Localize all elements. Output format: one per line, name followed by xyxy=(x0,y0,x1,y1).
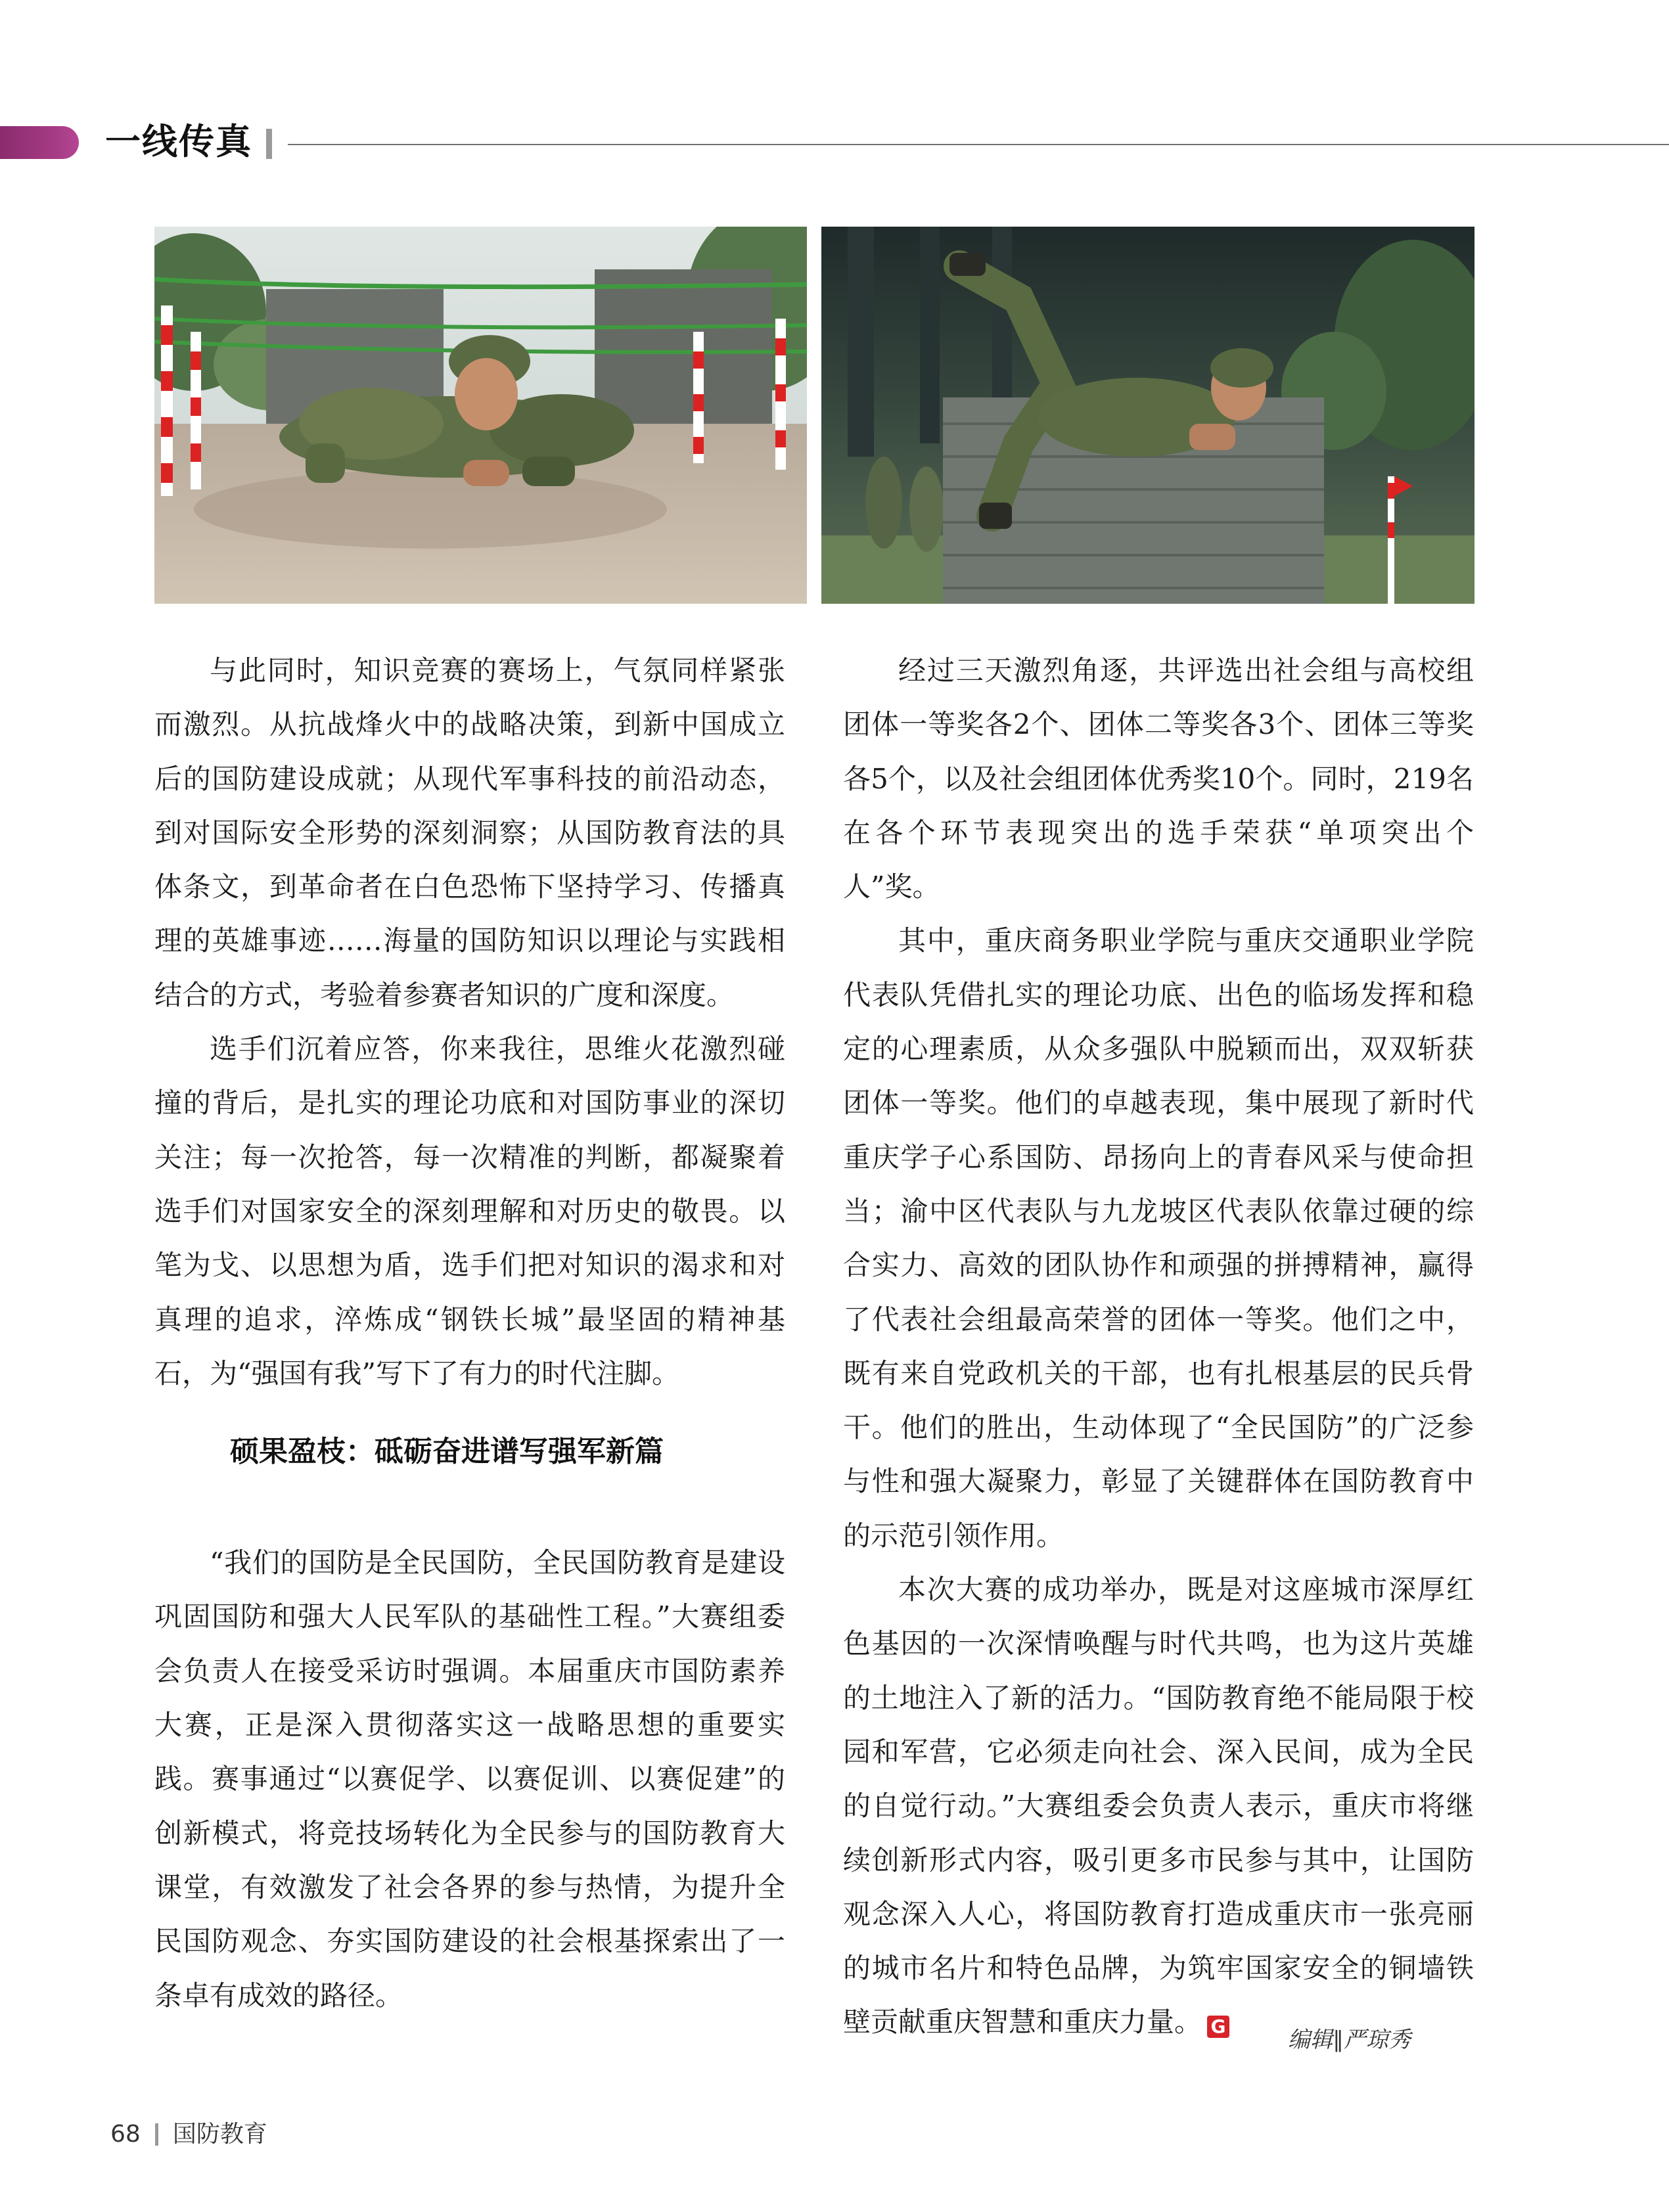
photo-crawl-under-wire xyxy=(154,227,807,604)
section-title: 一线传真 xyxy=(105,121,252,162)
editor-credit: 编辑∥严琼秀 xyxy=(1288,2027,1411,2053)
spacer xyxy=(154,1482,785,1536)
article-left-column xyxy=(154,644,785,2023)
paragraph: 与此同时，知识竞赛的赛场上，气氛同样紧张而激烈。从抗战烽火中的战略决策，到新中国成立后的国防建设成就；从现代军事科技的前沿动态，到对国际安全形势的深刻洞察；从国防教育法的具体条文，到革命者在白色恐怖下坚持学习、传播真理的英雄事迹……海量的国防知识以理论与实践相结合的方式，考验着参赛者知识的广度和深度。 xyxy=(154,654,785,1011)
article-right-column xyxy=(843,644,1474,2050)
paragraph-final-text: 本次大赛的成功举办，既是对这座城市深厚红色基因的一次深情唤醒与时代共鸣，也为这片英雄的土地注入了新的活力。“国防教育绝不能局限于校园和军营，它必须走向社会、深入民间，成为全民的自觉行动。”大赛组委会负责人表示，重庆市将继续创新形式内容，吸引更多市民参与其中，让国防观念深入人心，将国防教育打造成重庆市一张亮丽的城市名片和特色品牌，为筑牢国家安全的铜墙铁壁贡献重庆智慧和重庆力量。 xyxy=(843,1573,1474,2039)
footer-divider xyxy=(155,2123,158,2146)
page-footer xyxy=(110,2117,267,2152)
paragraph: 其中，重庆商务职业学院与重庆交通职业学院代表队凭借扎实的理论功底、出色的临场发挥和稳定的心理素质，从众多强队中脱颖而出，双双斩获团体一等奖。他们的卓越表现，集中展现了新时代重庆学子心系国防、昂扬向上的青春风采与使命担当；渝中区代表队与九龙坡区代表队依靠过硬的综合实力、高效的团队协作和顽强的拼搏精神，赢得了代表社会组最高荣誉的团体一等奖。他们之中，既有来自党政机关的干部，也有扎根基层的民兵骨干。他们的胜出，生动体现了“全民国防”的广泛参与性和强大凝聚力，彰显了关键群体在国防教育中的示范引领作用。 xyxy=(843,924,1474,1552)
photo-climb-over-wall xyxy=(821,227,1475,604)
section-heading: 硕果盈枝：砥砺奋进谱写强军新篇 xyxy=(230,1435,664,1469)
paragraph: “我们的国防是全民国防，全民国防教育是建设巩固国防和强大人民军队的基础性工程。”大赛组委会负责人在接受采访时强调。本届重庆市国防素养大赛，正是深入贯彻落实这一战略思想的重要实践。赛事通过“以赛促学、以赛促训、以赛促建”的创新模式，将竞技场转化为全民参与的国防教育大课堂，有效激发了社会各界的参与热情，为提升全民国防观念、夯实国防建设的社会根基探索出了一条卓有成效的路径。 xyxy=(154,1546,785,2012)
page-number: 68 xyxy=(110,2121,141,2148)
paragraph: 选手们沉着应答，你来我往，思维火花激烈碰撞的背后，是扎实的理论功底和对国防事业的深切关注；每一次抢答，每一次精准的判断，都凝聚着选手们对国家安全的深刻理解和对历史的敬畏。以笔为戈、以思想为盾，选手们把对知识的渴求和对真理的追求，淬炼成“钢铁长城”最坚固的精神基石，为“强国有我”写下了有力的时代注脚。 xyxy=(154,1033,785,1389)
paragraph: 经过三天激烈角逐，共评选出社会组与高校组团体一等奖各2个、团体二等奖各3个、团体三等奖各5个，以及社会组团体优秀奖10个。同时，219名在各个环节表现突出的选手荣获“单项突出个人”奖。 xyxy=(843,654,1474,903)
section-color-tab xyxy=(0,126,79,159)
article-end-mark-icon: G xyxy=(1207,2016,1229,2038)
header-divider-bar xyxy=(266,129,272,159)
magazine-name: 国防教育 xyxy=(172,2121,267,2148)
header-rule xyxy=(288,144,1669,145)
paragraph-final xyxy=(843,1563,1474,2050)
